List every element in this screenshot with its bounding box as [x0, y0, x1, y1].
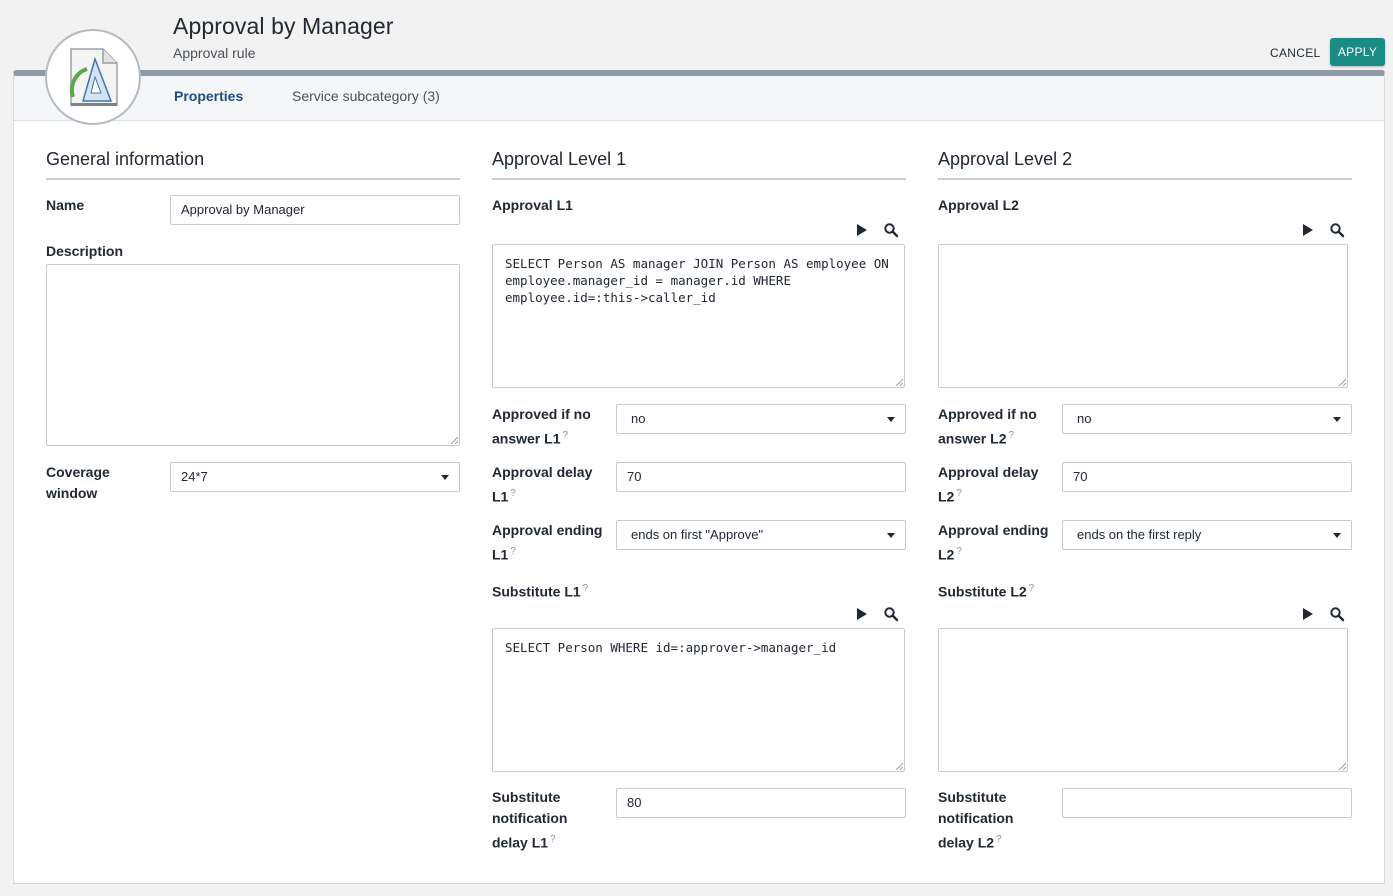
help-icon[interactable]: ? — [1028, 583, 1035, 594]
coverage-window-label — [46, 462, 110, 504]
help-icon[interactable]: ? — [956, 488, 962, 499]
approval-ending-l1-select[interactable] — [616, 520, 906, 550]
description-textarea[interactable] — [46, 264, 460, 446]
approval-ending-l2-select[interactable] — [1062, 520, 1352, 550]
ending-l1-line1: Approval ending — [492, 522, 603, 538]
object-logo — [45, 29, 141, 125]
help-icon[interactable]: ? — [1008, 430, 1015, 441]
subdelay-l2-line3: delay L2 — [938, 834, 995, 851]
chevron-down-icon — [887, 533, 895, 538]
substitute-l1-query-text: SELECT Person WHERE id=:approver->manager_id — [505, 640, 837, 655]
chevron-down-icon — [1333, 533, 1341, 538]
substitute-notification-delay-l2-input[interactable] — [1062, 788, 1352, 818]
description-label: Description — [46, 243, 124, 259]
approval-level-1-heading: Approval Level 1 — [492, 149, 906, 180]
approval-l1-query-text: SELECT Person AS manager JOIN Person AS employee ON employee.manager_id = manager.id WHERE employee.id=:this->caller_id — [505, 256, 897, 305]
substitute-l2-query-text — [939, 629, 1347, 649]
help-icon[interactable]: ? — [996, 834, 1002, 845]
play-icon[interactable] — [854, 606, 870, 622]
subdelay-l1-line1: Substitute — [492, 789, 561, 805]
play-icon[interactable] — [1300, 222, 1316, 238]
subdelay-l2-line2: notification — [938, 810, 1014, 826]
chevron-down-icon — [887, 417, 895, 422]
help-icon[interactable]: ? — [550, 834, 556, 845]
approval-level-2-heading: Approval Level 2 — [938, 149, 1352, 180]
general-information-heading: General information — [46, 149, 460, 180]
approved-if-no-answer-l2-label — [938, 404, 1037, 450]
delay-l2-line2: L2 — [938, 488, 955, 505]
coverage-label-line1: Coverage — [46, 464, 110, 480]
approval-rule-logo-icon — [67, 47, 121, 109]
help-icon[interactable]: ? — [510, 488, 516, 499]
search-icon[interactable] — [883, 606, 899, 622]
resize-handle-icon[interactable] — [895, 378, 903, 386]
approved-if-no-answer-l1-label — [492, 404, 591, 450]
ending-l1-value: ends on first "Approve" — [631, 527, 764, 542]
noanswer-l2-line2: answer L2 — [938, 430, 1007, 447]
apply-button[interactable]: APPLY — [1330, 38, 1385, 66]
approval-l1-label: Approval L1 — [492, 197, 573, 213]
subdelay-l1-line2: notification — [492, 810, 568, 826]
approval-delay-l1-label — [492, 462, 592, 508]
help-icon[interactable]: ? — [956, 546, 962, 557]
tab-service-subcategory[interactable]: Service subcategory (3) — [292, 88, 440, 104]
description-text — [47, 265, 459, 285]
chevron-down-icon — [1333, 417, 1341, 422]
search-icon[interactable] — [1329, 222, 1345, 238]
approval-ending-l2-label — [938, 520, 1048, 566]
play-icon[interactable] — [1300, 606, 1316, 622]
subdelay-l1-line3: delay L1 — [492, 834, 549, 851]
approved-if-no-answer-l1-select[interactable] — [616, 404, 906, 434]
substitute-l1-label — [492, 578, 588, 603]
substitute-l2-label — [938, 578, 1034, 603]
approval-l2-query-text — [939, 245, 1347, 265]
delay-l2-line1: Approval delay — [938, 464, 1039, 480]
substitute-l1-query[interactable] — [492, 628, 905, 772]
help-icon[interactable]: ? — [582, 583, 589, 594]
page-title: Approval by Manager — [173, 13, 394, 39]
name-label: Name — [46, 197, 85, 213]
delay-l1-line1: Approval delay — [492, 464, 593, 480]
approval-l2-query[interactable] — [938, 244, 1348, 388]
noanswer-l1-value: no — [631, 411, 646, 426]
noanswer-l2-value: no — [1077, 411, 1092, 426]
ending-l1-line2: L1 — [492, 546, 509, 563]
approval-ending-l1-label — [492, 520, 602, 566]
coverage-label-line2: window — [46, 485, 98, 501]
noanswer-l1-line1: Approved if no — [492, 406, 591, 422]
delay-l1-line2: L1 — [492, 488, 509, 505]
tab-bar — [14, 76, 1384, 121]
chevron-down-icon — [441, 475, 449, 480]
approval-l1-query[interactable] — [492, 244, 905, 388]
coverage-window-value: 24*7 — [181, 469, 208, 484]
help-icon[interactable]: ? — [562, 430, 569, 441]
substitute-notification-delay-l2-label — [938, 787, 1013, 854]
approval-l2-label: Approval L2 — [938, 197, 1019, 213]
substitute-notification-delay-l1-input[interactable]: 80 — [616, 788, 906, 818]
noanswer-l1-line2: answer L1 — [492, 430, 561, 447]
tab-properties[interactable]: Properties — [174, 88, 244, 104]
resize-handle-icon[interactable] — [895, 762, 903, 770]
ending-l2-line2: L2 — [938, 546, 955, 563]
approved-if-no-answer-l2-select[interactable] — [1062, 404, 1352, 434]
approval-delay-l2-label — [938, 462, 1038, 508]
approval-delay-l2-input[interactable]: 70 — [1062, 462, 1352, 492]
resize-handle-icon[interactable] — [1338, 762, 1346, 770]
ending-l2-line1: Approval ending — [938, 522, 1049, 538]
noanswer-l2-line1: Approved if no — [938, 406, 1037, 422]
coverage-window-select[interactable] — [170, 462, 460, 492]
substitute-l2-text: Substitute L2 — [938, 583, 1027, 600]
page-header — [0, 0, 1393, 72]
ending-l2-value: ends on the first reply — [1077, 527, 1202, 542]
help-icon[interactable]: ? — [510, 546, 516, 557]
resize-handle-icon[interactable] — [1338, 378, 1346, 386]
play-icon[interactable] — [854, 222, 870, 238]
resize-handle-icon[interactable] — [450, 436, 458, 444]
search-icon[interactable] — [1329, 606, 1345, 622]
page-subtitle: Approval rule — [173, 45, 256, 61]
substitute-notification-delay-l1-label — [492, 787, 567, 854]
subdelay-l2-line1: Substitute — [938, 789, 1007, 805]
name-input[interactable]: Approval by Manager — [170, 195, 460, 225]
search-icon[interactable] — [883, 222, 899, 238]
substitute-l1-text: Substitute L1 — [492, 583, 581, 600]
substitute-l2-query[interactable] — [938, 628, 1348, 772]
cancel-button[interactable]: CANCEL — [1270, 46, 1321, 60]
approval-delay-l1-input[interactable]: 70 — [616, 462, 906, 492]
